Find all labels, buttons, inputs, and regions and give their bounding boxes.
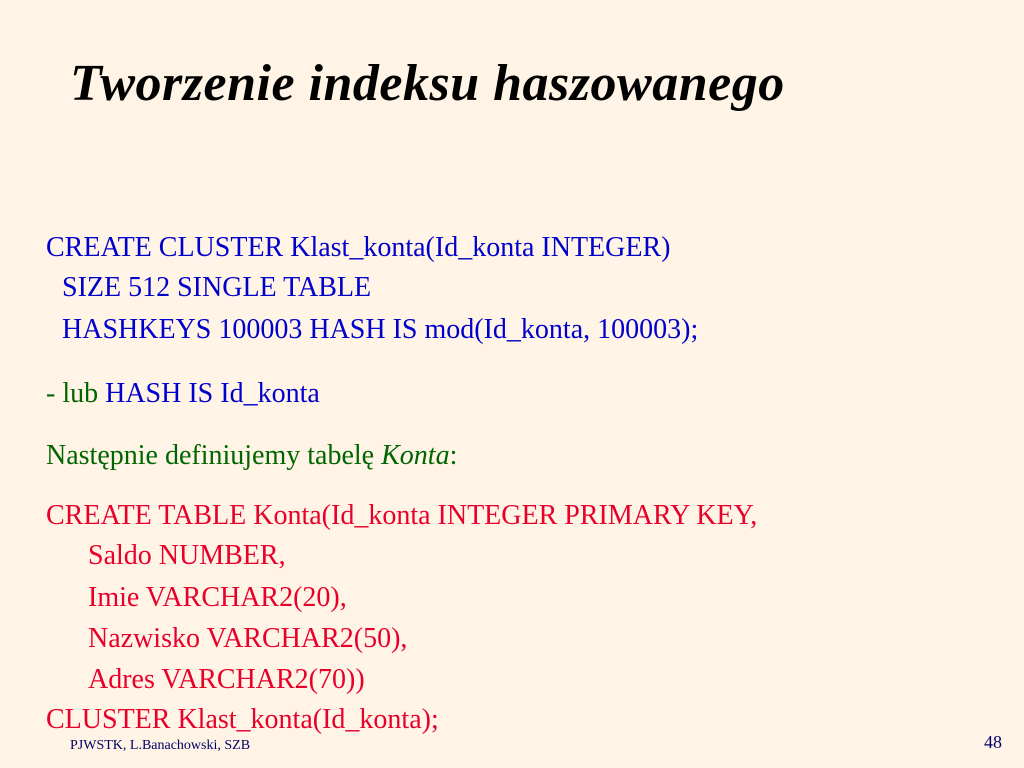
table-sql-line-4: Nazwisko VARCHAR2(50), bbox=[88, 623, 408, 654]
next-line bbox=[46, 436, 457, 476]
table-sql-line-5: Adres VARCHAR2(70)) bbox=[88, 664, 365, 695]
slide-title: Tworzenie indeksu haszowanego bbox=[70, 55, 785, 112]
cluster-sql-line-1: CREATE CLUSTER Klast_konta(Id_konta INTEGER) bbox=[46, 232, 671, 263]
alt-line-code: HASH IS Id_konta bbox=[105, 378, 320, 409]
alt-line-prefix: - lub bbox=[46, 378, 106, 409]
table-sql-line-2: Saldo NUMBER, bbox=[88, 540, 286, 571]
alt-line bbox=[46, 374, 320, 414]
page-number: 48 bbox=[984, 732, 1002, 752]
cluster-sql-line-3: HASHKEYS 100003 HASH IS mod(Id_konta, 100003); bbox=[62, 314, 699, 345]
table-sql-line-3: Imie VARCHAR2(20), bbox=[88, 582, 347, 613]
next-line-suffix: : bbox=[449, 440, 458, 471]
footer-text: PJWSTK, L.Banachowski, SZB bbox=[70, 738, 251, 753]
table-sql-line-1: CREATE TABLE Konta(Id_konta INTEGER PRIMARY KEY, bbox=[46, 500, 758, 531]
cluster-sql-line-2: SIZE 512 SINGLE TABLE bbox=[62, 272, 372, 303]
next-line-emphasis: Konta bbox=[381, 440, 450, 471]
next-line-text: Następnie definiujemy tabelę bbox=[46, 440, 382, 471]
table-sql-line-6: CLUSTER Klast_konta(Id_konta); bbox=[46, 704, 439, 735]
